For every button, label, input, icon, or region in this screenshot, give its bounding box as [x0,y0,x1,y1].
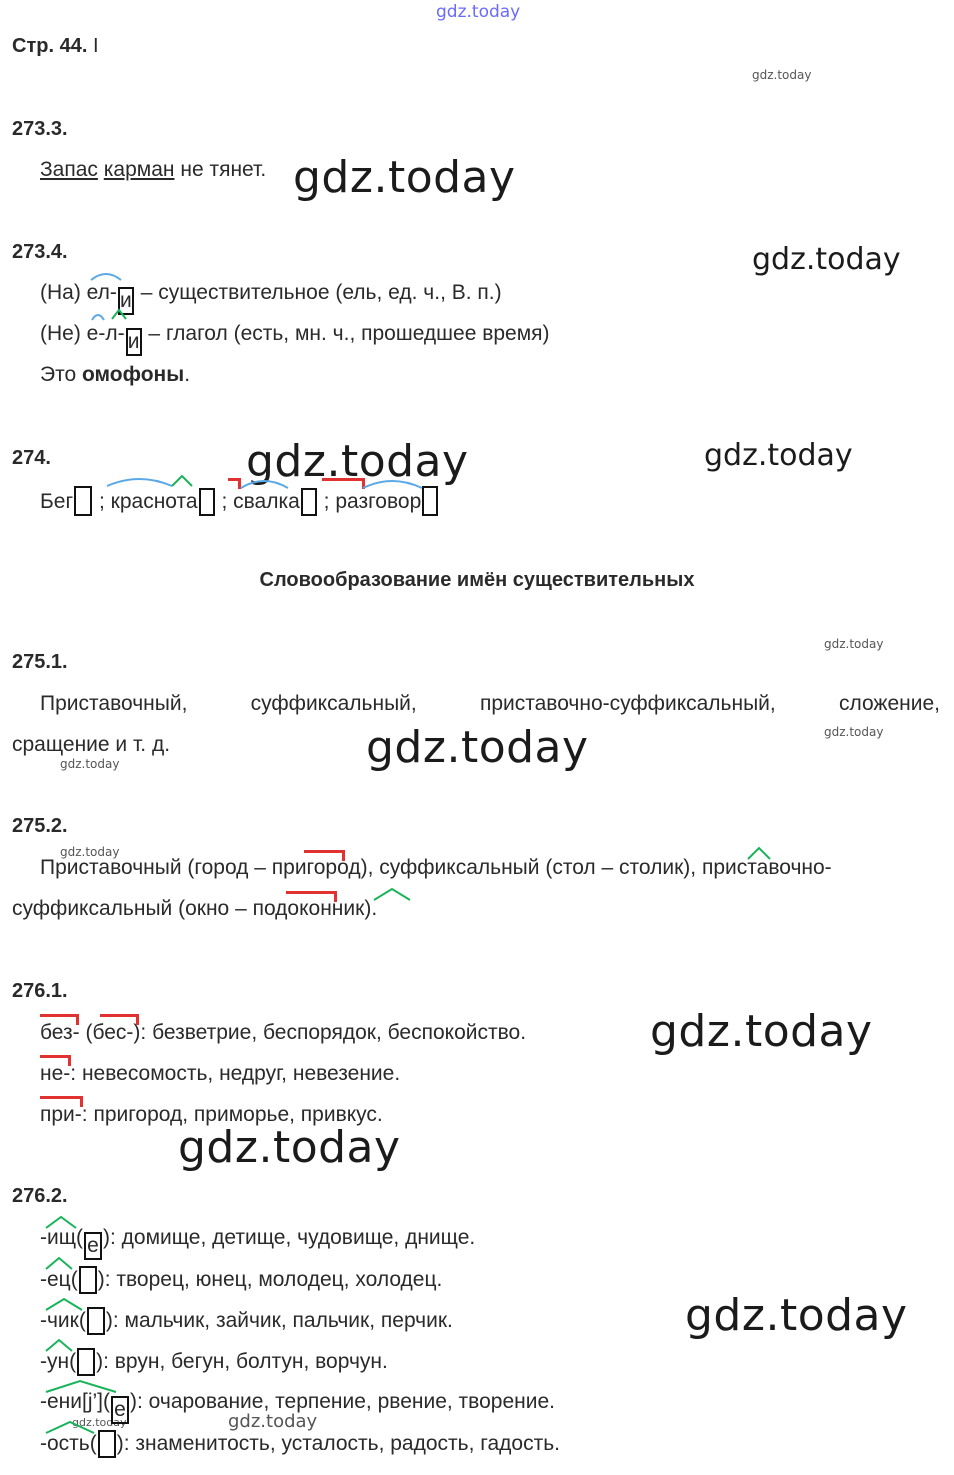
suffix-mark-icon [44,1255,78,1271]
watermark-small: gdz.today [60,845,120,859]
list-item: -ец( ): творец, юнец, молодец, холодец. [40,1266,442,1294]
list-item: -чик( ): мальчик, зайчик, пальчик, перчик. [40,1307,453,1335]
watermark-small: gdz.today [60,757,120,771]
watermark-small: gdz.today [824,725,884,739]
prefix-mark-icon [40,1014,79,1025]
page-title: Стр. 44. I [12,35,99,57]
watermark-small: gdz.today [824,637,884,651]
suffix-mark-icon [44,1337,78,1353]
suffix-mark-icon [746,845,776,861]
suffix-mark-icon [170,474,198,488]
suffix-mark-icon [44,1378,124,1394]
exercise-line: Это омофоны. [40,363,191,386]
exercise-number: 274. [12,447,51,469]
watermark-big: gdz.today [178,1122,401,1173]
suffix-mark-icon [44,1419,100,1435]
exercise-number: 273.3. [12,118,68,140]
exercise-line: не-: невесомость, недруг, невезение. [40,1062,401,1085]
watermark-mid: gdz.today [704,438,853,473]
prefix-mark-icon [304,850,345,861]
watermark-big: gdz.today [685,1290,908,1341]
exercise-text: Запас карман не тянет. [40,158,267,181]
watermark-mid: gdz.today [752,242,901,277]
prefix-mark-icon [100,1014,139,1025]
exercise-line: без- (бес-): безветрие, беспорядок, беспокойство. [40,1021,527,1044]
list-item: -ени[j’]( е ): очарование, терпение, рвение, творение. [40,1389,555,1424]
suffix-mark-icon [44,1296,88,1312]
list-item: -ищ( е ): домище, детище, чудовище, днище. [40,1225,475,1260]
exercise-number: 276.1. [12,980,68,1002]
suffix-mark-icon [44,1214,82,1230]
exercise-text: Бег ; краснота ; свалка ; разговор [40,486,439,516]
list-item: -ун( ): врун, бегун, болтун, ворчун. [40,1348,388,1376]
watermark-small: gdz.today [228,1411,318,1432]
exercise-number: 275.2. [12,815,68,837]
suffix-mark-icon [110,307,130,321]
section-title: Словообразование имён существительных [259,569,695,591]
watermark-small: gdz.today [72,1416,127,1429]
exercise-line: при-: пригород, приморье, привкус. [40,1103,383,1126]
prefix-mark-icon [322,478,365,489]
root-arc-icon [88,268,128,282]
watermark-big: gdz.today [246,436,469,487]
exercise-line: Приставочный, суффиксальный, приставочно-суффиксальный, сложение, [40,692,940,715]
prefix-mark-icon [40,1055,71,1066]
watermark-top: gdz.today [436,2,521,22]
exercise-line: сращение и т. д. [12,733,171,756]
watermark-big: gdz.today [366,722,589,773]
root-arc-icon [238,474,298,490]
exercise-number: 276.2. [12,1185,68,1207]
watermark-big: gdz.today [293,152,516,203]
exercise-line: Приставочный (город – пригород), суффиксальный (стол – столик), приставочно- [40,856,832,879]
prefix-mark-icon [286,891,337,902]
root-arc-icon [90,308,110,322]
suffix-mark-icon [372,886,416,902]
prefix-mark-icon [40,1096,83,1107]
watermark-small: gdz.today [752,68,812,82]
root-arc-icon [360,474,430,490]
exercise-number: 275.1. [12,651,68,673]
watermark-big: gdz.today [650,1006,873,1057]
list-item: -ость( ): знаменитость, усталость, радость, гадость. [40,1430,560,1458]
exercise-line: суффиксальный (окно – подоконник). [12,897,378,920]
exercise-line: (Не) е-л- и – глагол (есть, мн. ч., прошедшее время) [40,321,550,356]
exercise-line: (На) ел- и – существительное (ель, ед. ч., В. п.) [40,280,502,315]
exercise-number: 273.4. [12,241,68,263]
